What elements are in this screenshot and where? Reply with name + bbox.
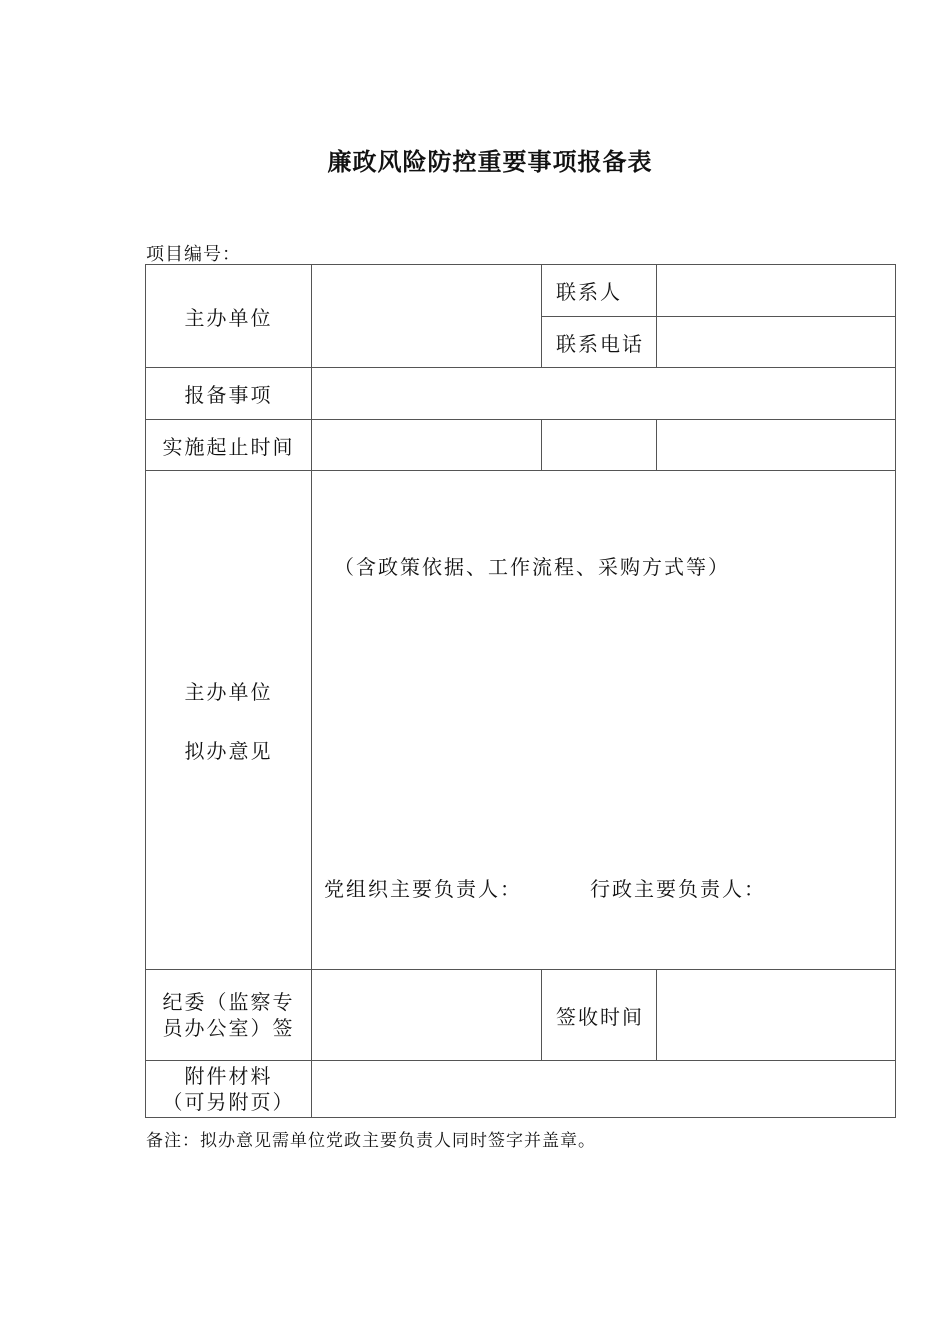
contact-person-input[interactable] — [657, 265, 896, 317]
impl-start-input[interactable] — [312, 420, 542, 471]
report-matter-label: 报备事项 — [146, 368, 312, 420]
discipline-signature-input[interactable] — [312, 970, 542, 1061]
project-number-label: 项目编号： — [146, 244, 241, 265]
contact-phone-input[interactable] — [657, 317, 896, 368]
contact-person-label: 联系人 — [542, 265, 657, 317]
impl-end-input[interactable] — [657, 420, 896, 471]
form-title: 廉政风险防控重要事项报备表 — [327, 147, 653, 176]
opinion-input[interactable] — [312, 471, 896, 970]
discipline-label-line2: 员办公室）签 — [162, 1016, 295, 1040]
admin-leader-signature-label: 行政主要负责人： — [590, 877, 766, 901]
report-matter-input[interactable] — [312, 368, 896, 420]
attachments-input[interactable] — [312, 1061, 896, 1118]
row-discipline — [146, 970, 896, 1061]
discipline-office-label — [146, 970, 312, 1061]
attachments-label-line2: （可另附页） — [162, 1090, 295, 1114]
row-attachments — [146, 1061, 896, 1118]
impl-period-label: 实施起止时间 — [146, 420, 312, 471]
attachments-label-line1: 附件材料 — [184, 1064, 273, 1088]
sign-time-label: 签收时间 — [542, 970, 657, 1061]
host-unit-input[interactable] — [312, 265, 542, 368]
opinion-label-line2: 拟办意见 — [184, 739, 273, 763]
remark-note: 备注：拟办意见需单位党政主要负责人同时签字并盖章。 — [146, 1131, 596, 1151]
row-host-unit — [146, 265, 896, 317]
contact-phone-label: 联系电话 — [542, 317, 657, 368]
opinion-note: （含政策依据、工作流程、采购方式等） — [334, 555, 730, 579]
opinion-label — [146, 471, 312, 970]
attachments-label — [146, 1061, 312, 1118]
row-impl-period — [146, 420, 896, 471]
row-report-matter — [146, 368, 896, 420]
party-leader-signature-label: 党组织主要负责人： — [324, 877, 522, 901]
host-unit-label: 主办单位 — [146, 265, 312, 368]
opinion-label-line1: 主办单位 — [184, 680, 273, 704]
sign-time-input[interactable] — [657, 970, 896, 1061]
row-opinion — [146, 471, 896, 970]
report-form-table — [145, 264, 896, 1118]
impl-separator-cell[interactable] — [542, 420, 657, 471]
discipline-label-line1: 纪委（监察专 — [162, 990, 295, 1014]
